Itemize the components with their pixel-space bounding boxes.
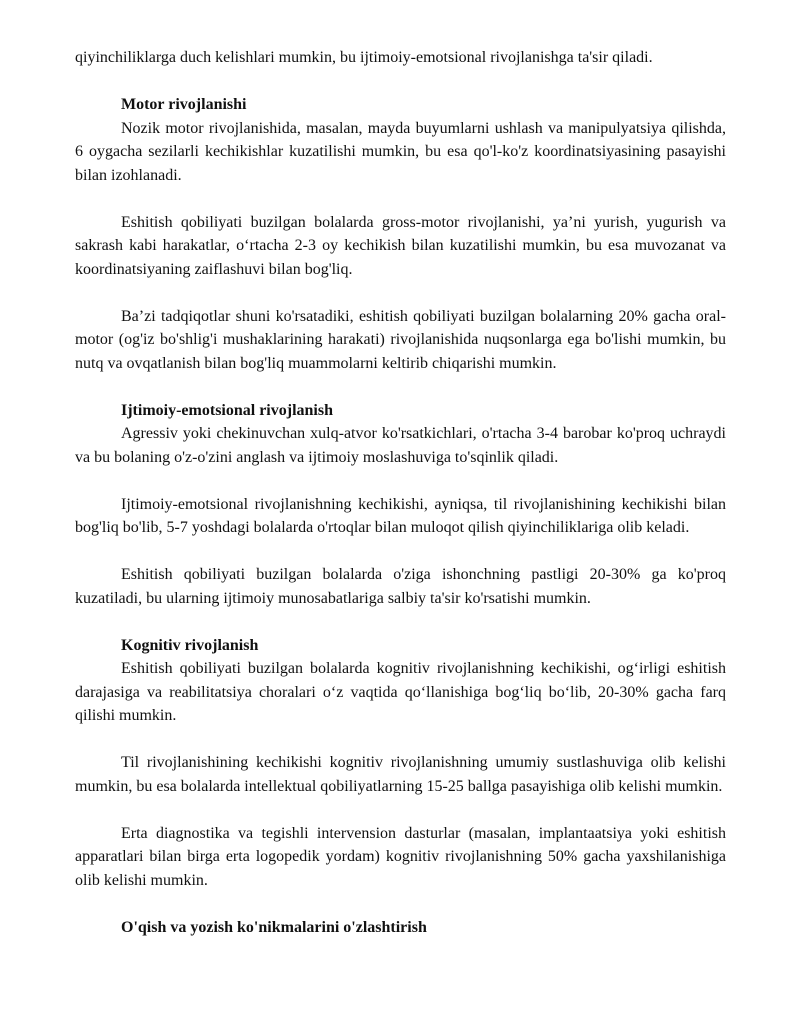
- paragraph: Nozik motor rivojlanishida, masalan, mayda buyumlarni ushlash va manipulyatsiya qilishda, 6 oygacha sezilarli kechikishlar kuzatilishi mumkin, bu esa qo'l-ko'z koordinatsiyasining pasayishi bilan izohlanadi.: [75, 119, 726, 184]
- section-heading: O'qish va yozish ko'nikmalarini o'zlashtirish: [121, 918, 427, 936]
- section-heading: Kognitiv rivojlanish: [121, 636, 259, 654]
- paragraph: Til rivojlanishining kechikishi kognitiv rivojlanishning umumiy sustlashuviga olib kelishi mumkin, bu esa bolalarda intellektual qobiliyatlarning 15-25 ballga pasayishiga olib kelishi mumkin.: [75, 754, 726, 795]
- section-motor: [75, 93, 726, 375]
- document-page: [75, 46, 726, 939]
- section-heading: Ijtimoiy-emotsional rivojlanish: [121, 401, 333, 419]
- paragraph: Agressiv yoki chekinuvchan xulq-atvor ko'rsatkichlari, o'rtacha 3-4 barobar ko'proq uchraydi va bu bolaning o'z-o'zini anglash va ijtimoiy moslashuviga to'sqinlik qiladi.: [75, 425, 726, 466]
- paragraph: Ba’zi tadqiqotlar shuni ko'rsatadiki, eshitish qobiliyati buzilgan bolalarning 20% gacha oral-motor (og'iz bo'shlig'i mushaklarining harakati) rivojlanishida nuqsonlarga ega bo'lishi mumkin, bu nutq va ovqatlanish bilan bog'liq muammolarni keltirib chiqarishi mumkin.: [75, 307, 726, 372]
- section-reading-writing: [75, 916, 726, 940]
- intro-paragraph: qiyinchiliklarga duch kelishlari mumkin, bu ijtimoiy-emotsional rivojlanishga ta'sir qiladi.: [75, 49, 653, 66]
- paragraph: Eshitish qobiliyati buzilgan bolalarda kognitiv rivojlanishning kechikishi, ogʻirligi eshitish darajasiga va reabilitatsiya choralari oʻz vaqtida qoʻllanishiga bogʻliq boʻlib, 20-30% gacha farq qilishi mumkin.: [75, 660, 726, 724]
- section-cognitive: [75, 634, 726, 893]
- paragraph: Ijtimoiy-emotsional rivojlanishning kechikishi, ayniqsa, til rivojlanishining kechikishi bilan bog'liq bo'lib, 5-7 yoshdagi bolalarda o'rtoqlar bilan muloqot qilish qiyinchiliklariga olib keladi.: [75, 495, 726, 536]
- section-social-emotional: [75, 399, 726, 611]
- paragraph: Eshitish qobiliyati buzilgan bolalarda o'ziga ishonchning pastligi 20-30% ga ko'proq kuzatiladi, bu ularning ijtimoiy munosabatlariga salbiy ta'sir ko'rsatishi mumkin.: [75, 566, 726, 607]
- paragraph: Erta diagnostika va tegishli intervension dasturlar (masalan, implantaatsiya yoki eshitish apparatlari bilan birga erta logopedik yordam) kognitiv rivojlanishning 50% gacha yaxshilanishiga olib kelishi mumkin.: [75, 824, 726, 889]
- section-heading: Motor rivojlanishi: [121, 96, 247, 113]
- paragraph: Eshitish qobiliyati buzilgan bolalarda gross-motor rivojlanishi, ya’ni yurish, yugurish va sakrash kabi harakatlar, oʻrtacha 2-3 oy kechikish bilan kuzatilishi mumkin, bu esa muvozanat va koordinatsiyaning zaiflashuvi bilan bog'liq.: [75, 213, 726, 278]
